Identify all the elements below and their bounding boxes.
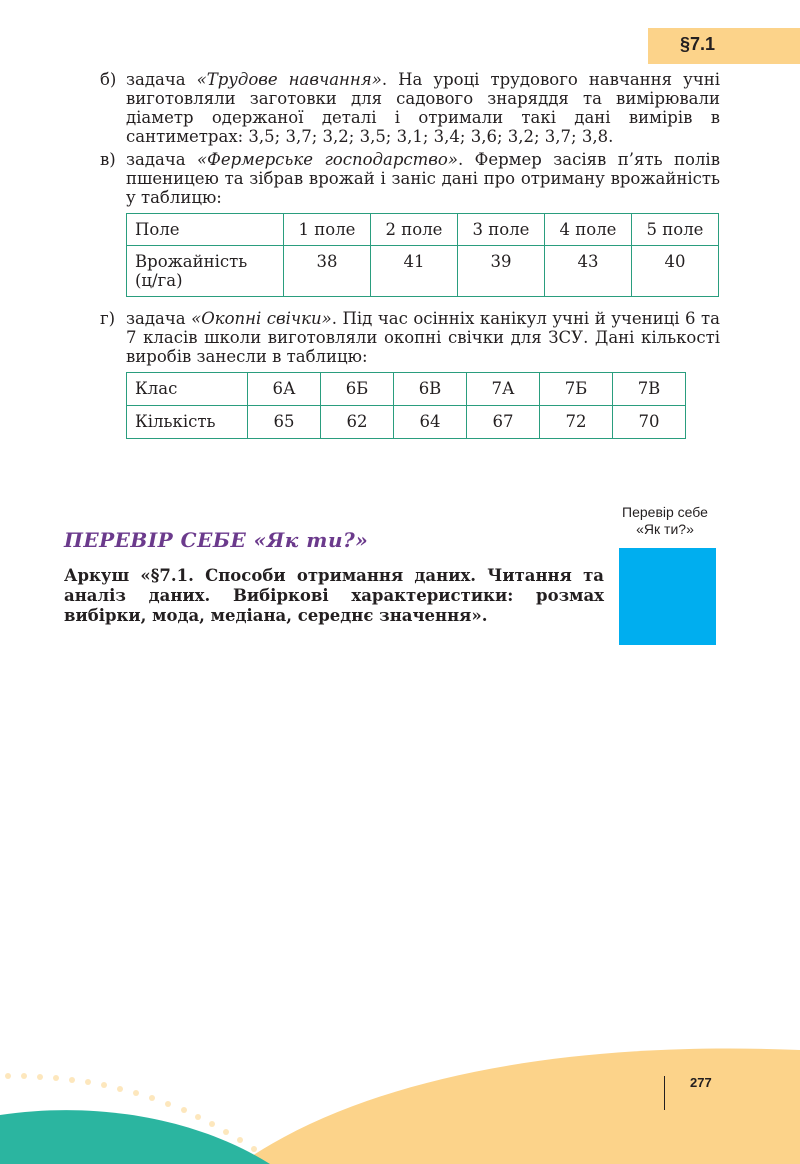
green-wave xyxy=(0,1110,270,1164)
table-header-cell: 1 поле xyxy=(284,214,371,246)
table-header-cell: 6В xyxy=(394,373,467,406)
yield-table xyxy=(126,213,719,297)
table-row xyxy=(127,214,719,246)
table-cell: 62 xyxy=(321,406,394,439)
page-number-divider xyxy=(664,1076,665,1110)
qr-caption xyxy=(600,504,730,538)
worksheet-description: Аркуш «§7.1. Способи отримання даних. Читання та аналіз даних. Вибіркові характеристики: розмах вибірки, мода, медіана, середнє значення». xyxy=(64,566,604,625)
table-cell: 67 xyxy=(467,406,540,439)
table-header-cell: 5 поле xyxy=(632,214,719,246)
check-yourself-heading: ПЕРЕВІР СЕБЕ «Як ти?» xyxy=(64,528,369,552)
task-title: «Трудове навчання» xyxy=(196,70,382,89)
table-row-label: Кількість xyxy=(127,406,248,439)
table-header-cell: 7В xyxy=(613,373,686,406)
table-header-cell: 3 поле xyxy=(458,214,545,246)
table-row-label: Врожайність (ц/га) xyxy=(127,246,284,297)
table-cell: 64 xyxy=(394,406,467,439)
task-body: . На уроці трудового навчання учні виготовляли заготовки для садового знаряддя та вимірювали діаметр одержаної деталі і отримали такі дані вимірів в сантиметрах: 3,5; 3,7; 3,2; 3,5; 3,1; 3,4; 3,6; 3,2; 3,7; 3,8. xyxy=(126,70,721,146)
table-cell: 43 xyxy=(545,246,632,297)
table-cell: 41 xyxy=(371,246,458,297)
task-prefix: задача xyxy=(126,70,197,89)
section-tab xyxy=(648,28,800,64)
task-letter: г) xyxy=(100,309,116,328)
task-title: «Окопні свічки» xyxy=(191,309,332,328)
main-content xyxy=(100,70,720,451)
table-row xyxy=(127,246,719,297)
page-number: 277 xyxy=(690,1075,712,1090)
yellow-wave xyxy=(240,1048,800,1164)
table-cell: 70 xyxy=(613,406,686,439)
qr-caption-line: «Як ти?» xyxy=(636,521,694,537)
wave-decoration xyxy=(0,1020,800,1164)
table-header-cell: 7Б xyxy=(540,373,613,406)
qr-caption-line: Перевір себе xyxy=(622,504,708,520)
table-header-cell: 6А xyxy=(248,373,321,406)
task-letter: в) xyxy=(100,150,116,169)
table-cell: 72 xyxy=(540,406,613,439)
table-header-cell: 7А xyxy=(467,373,540,406)
table-cell: 40 xyxy=(632,246,719,297)
table-header-cell: 4 поле xyxy=(545,214,632,246)
table-header-cell: Поле xyxy=(127,214,284,246)
table-header-cell: 2 поле xyxy=(371,214,458,246)
task-item-b xyxy=(100,70,720,146)
table-row xyxy=(127,373,686,406)
table-cell: 38 xyxy=(284,246,371,297)
table-header-cell: 6Б xyxy=(321,373,394,406)
qr-code-placeholder[interactable] xyxy=(619,548,716,645)
section-number: §7.1 xyxy=(680,34,716,54)
table-header-cell: Клас xyxy=(127,373,248,406)
task-prefix: задача xyxy=(126,309,192,328)
task-body: . Під час осінніх канікул учні й учениці 6 та 7 класів школи виготовляли окопні свічки для ЗСУ. Дані кількості виробів занесли в таблицю: xyxy=(126,309,720,366)
task-body: . Фермер засіяв п’ять полів пшеницею та зібрав врожай і заніс дані про отриману врожайність у таблицю: xyxy=(126,150,720,207)
task-item-v xyxy=(100,150,720,207)
task-item-g xyxy=(100,309,720,366)
task-prefix: задача xyxy=(126,150,198,169)
task-letter: б) xyxy=(100,70,117,89)
table-cell: 65 xyxy=(248,406,321,439)
task-title: «Фермерське господарство» xyxy=(197,150,458,169)
candles-table xyxy=(126,372,686,439)
table-cell: 39 xyxy=(458,246,545,297)
table-row xyxy=(127,406,686,439)
